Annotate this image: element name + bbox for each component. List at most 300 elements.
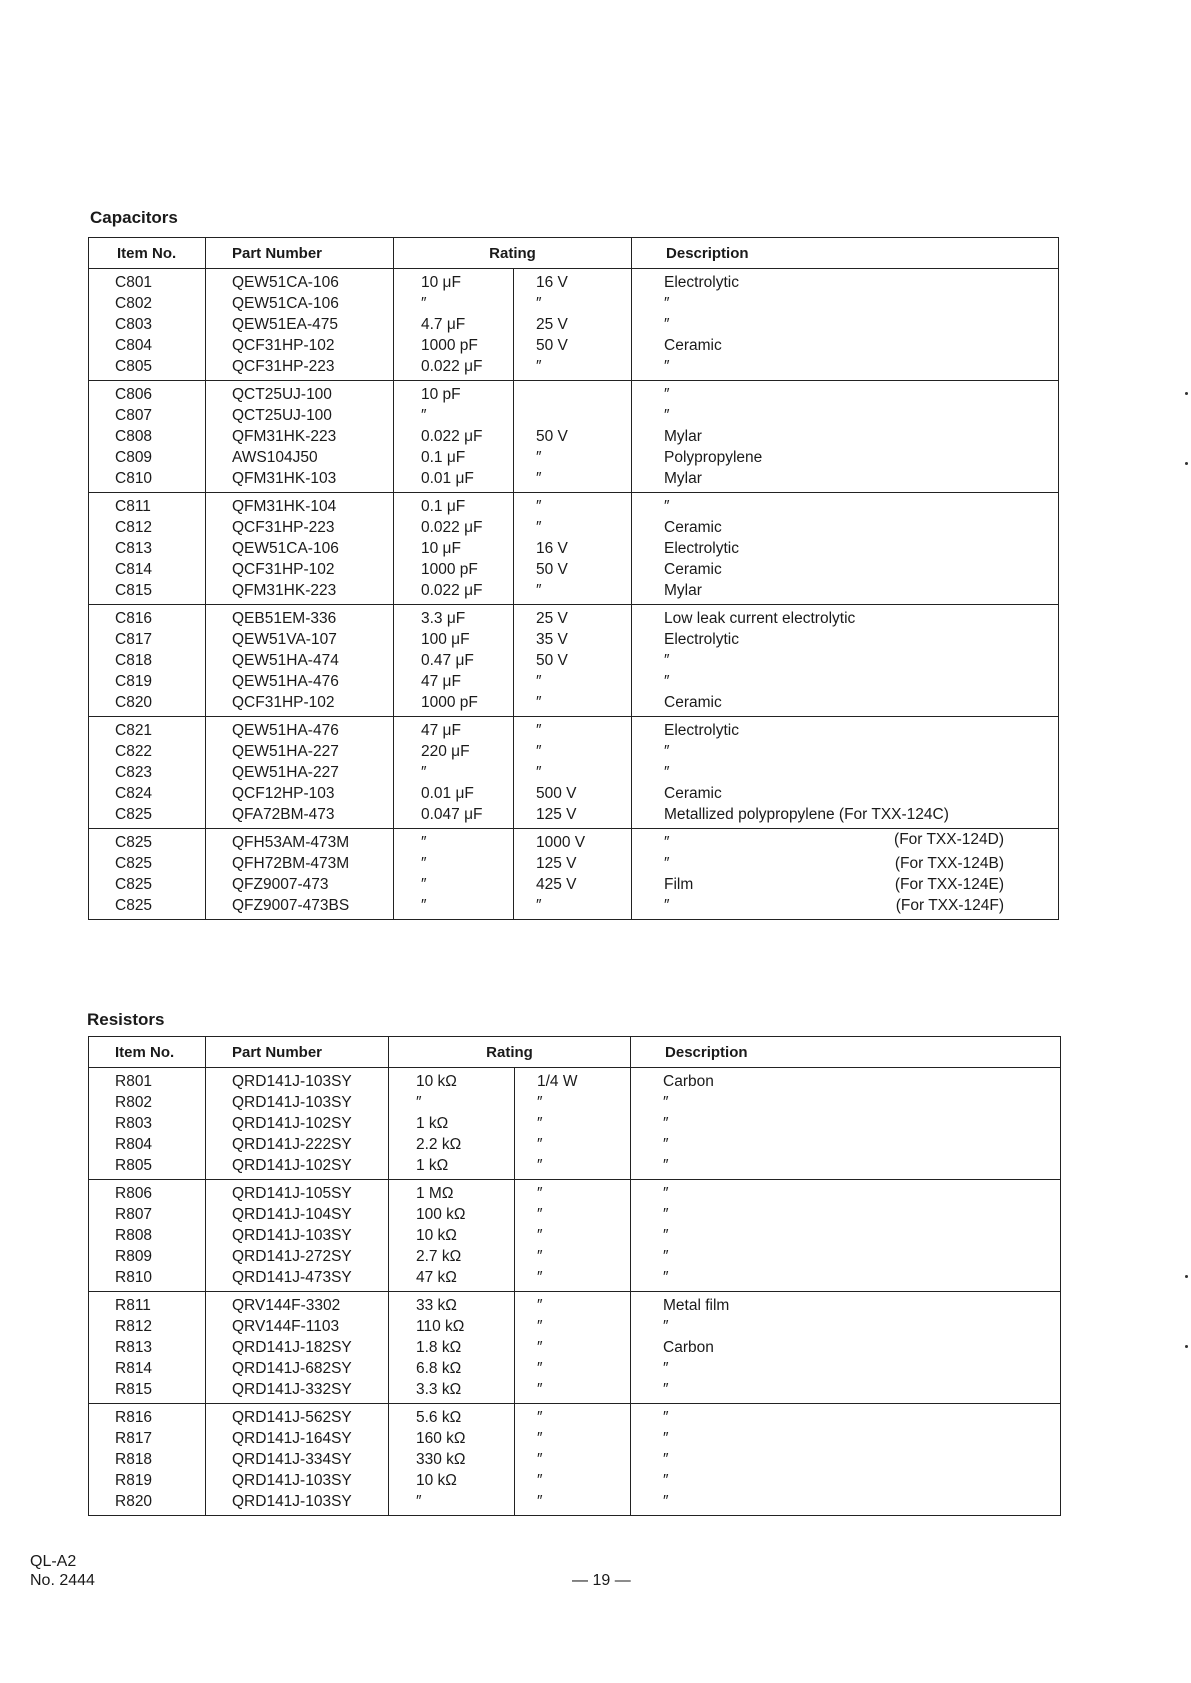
part-number-cell [206, 1404, 389, 1429]
description-cell [632, 692, 1059, 717]
rating-value-cell [394, 447, 514, 468]
rating-voltage-cell [515, 1292, 631, 1317]
table-row [89, 1092, 1061, 1113]
description: Polypropylene [664, 449, 763, 466]
description: ″ [664, 386, 670, 403]
part-number: QRD141J-103SY [232, 1472, 352, 1489]
description-cell [632, 895, 1059, 920]
part-number-cell [206, 426, 394, 447]
part-number-cell [206, 447, 394, 468]
item-no: C819 [115, 673, 153, 690]
row-group [89, 1068, 1061, 1180]
item-no: C811 [115, 498, 151, 515]
item-no-cell [89, 829, 206, 854]
part-number-cell [206, 314, 394, 335]
item-no: C823 [115, 764, 153, 781]
part-number: QFA72BM-473 [232, 806, 335, 823]
rating-value: 33 kΩ [416, 1297, 457, 1314]
part-number-cell [206, 1155, 389, 1180]
table-row [89, 1246, 1061, 1267]
part-number-cell [206, 1113, 389, 1134]
description-cell [632, 741, 1059, 762]
rating-voltage: ″ [537, 1206, 543, 1223]
item-no: C805 [115, 358, 153, 375]
description-cell [631, 1113, 1061, 1134]
page-number: — 19 — [572, 1572, 631, 1589]
description-cell [632, 605, 1059, 630]
part-number: QFH72BM-473M [232, 855, 350, 872]
table-header-row [89, 1037, 1061, 1068]
part-number-cell [206, 538, 394, 559]
part-number-cell [206, 804, 394, 829]
rating-voltage-cell [514, 783, 632, 804]
rating-value: 0.022 μF [421, 358, 483, 375]
part-number: QEW51CA-106 [232, 540, 339, 557]
rating-value: 1.8 kΩ [416, 1339, 462, 1356]
description: ″ [664, 834, 670, 851]
table-row [89, 762, 1059, 783]
rating-value: 0.022 μF [421, 582, 483, 599]
item-no-cell [89, 1470, 206, 1491]
rating-voltage-cell [514, 405, 632, 426]
rating-value-cell [394, 356, 514, 381]
description: ″ [663, 1269, 669, 1286]
table-row [89, 538, 1059, 559]
rating-voltage: ″ [537, 1297, 543, 1314]
rating-voltage-cell [515, 1470, 631, 1491]
table-row [89, 1204, 1061, 1225]
rating-voltage-cell [514, 356, 632, 381]
item-no-cell [89, 762, 206, 783]
row-group [89, 1404, 1061, 1516]
item-no: C802 [115, 295, 153, 312]
part-number: QEW51HA-474 [232, 652, 339, 669]
table-row [89, 1155, 1061, 1180]
rating-value-cell [389, 1113, 515, 1134]
table-row [89, 335, 1059, 356]
rating-value: ″ [421, 855, 427, 872]
rating-value: 10 kΩ [416, 1227, 457, 1244]
rating-voltage: ″ [536, 897, 542, 914]
item-no: C824 [115, 785, 153, 802]
rating-voltage: 125 V [536, 806, 577, 823]
item-no: R809 [115, 1248, 153, 1265]
part-number: QEW51HA-227 [232, 764, 339, 781]
table-row [89, 1180, 1061, 1205]
item-no-cell [89, 335, 206, 356]
item-no-cell [89, 1292, 206, 1317]
table-row [89, 1470, 1061, 1491]
rating-voltage-cell [514, 650, 632, 671]
table-row [89, 1225, 1061, 1246]
rating-value: 10 kΩ [416, 1472, 457, 1489]
part-number: QRD141J-105SY [232, 1185, 352, 1202]
rating-value-cell [389, 1337, 515, 1358]
item-no: C820 [115, 694, 153, 711]
part-number-cell [206, 493, 394, 518]
description-cell [632, 559, 1059, 580]
part-number-cell [206, 629, 394, 650]
rating-value: 3.3 μF [421, 610, 466, 627]
part-number: QRD141J-473SY [232, 1269, 352, 1286]
part-number-cell [206, 405, 394, 426]
description-cell [632, 405, 1059, 426]
rating-value: 0.47 μF [421, 652, 474, 669]
part-number-cell [206, 1246, 389, 1267]
part-number: QRD141J-103SY [232, 1073, 352, 1090]
item-no-cell [89, 356, 206, 381]
rating-voltage-cell [515, 1204, 631, 1225]
rating-voltage: ″ [537, 1381, 543, 1398]
rating-voltage-cell [515, 1379, 631, 1404]
part-number-cell [206, 1267, 389, 1292]
rating-voltage: ″ [537, 1339, 543, 1356]
part-number: QFZ9007-473 [232, 876, 329, 893]
rating-value: 1000 pF [421, 337, 478, 354]
rating-value-cell [394, 293, 514, 314]
rating-voltage-cell [514, 605, 632, 630]
rating-voltage: ″ [537, 1094, 543, 1111]
table-row [89, 1068, 1061, 1093]
table-header-row [89, 238, 1059, 269]
rating-value-cell [394, 804, 514, 829]
item-no: C818 [115, 652, 153, 669]
part-number: QRD141J-272SY [232, 1248, 352, 1265]
description-cell [632, 447, 1059, 468]
description: ″ [663, 1451, 669, 1468]
item-no-header: Item No. [89, 1037, 206, 1068]
description-cell [631, 1155, 1061, 1180]
part-number: QEW51HA-476 [232, 673, 339, 690]
rating-voltage: ″ [536, 764, 542, 781]
description-cell [631, 1358, 1061, 1379]
part-number: QFZ9007-473BS [232, 897, 350, 914]
rating-voltage: 425 V [536, 876, 577, 893]
item-no-cell [89, 1246, 206, 1267]
item-no: C814 [115, 561, 153, 578]
description: ″ [664, 855, 670, 872]
rating-voltage-cell [515, 1068, 631, 1093]
scan-speck [1185, 1275, 1188, 1278]
rating-voltage: ″ [537, 1430, 543, 1447]
rating-voltage: ″ [537, 1451, 543, 1468]
rating-voltage: 50 V [536, 652, 568, 669]
part-number-cell [206, 762, 394, 783]
part-number-cell [206, 335, 394, 356]
item-no-cell [89, 1225, 206, 1246]
part-number: QRD141J-103SY [232, 1493, 352, 1510]
description: ″ [663, 1248, 669, 1265]
rating-value-cell [394, 762, 514, 783]
item-no-cell [89, 895, 206, 920]
rating-voltage-cell [514, 269, 632, 294]
table-row [89, 671, 1059, 692]
rating-value-cell [389, 1204, 515, 1225]
capacitors-title: Capacitors [90, 208, 178, 227]
rating-value: 4.7 μF [421, 316, 466, 333]
description: ″ [664, 764, 670, 781]
rating-voltage-cell [514, 717, 632, 742]
rating-voltage: ″ [537, 1493, 543, 1510]
description: ″ [663, 1472, 669, 1489]
item-no-cell [89, 1068, 206, 1093]
part-number: QCT25UJ-100 [232, 386, 332, 403]
rating-voltage-cell [514, 493, 632, 518]
table-row [89, 1292, 1061, 1317]
part-number-cell [206, 1491, 389, 1516]
part-number: QCF31HP-223 [232, 519, 335, 536]
table-row [89, 293, 1059, 314]
footer-model-info [30, 1552, 95, 1590]
item-no-cell [89, 269, 206, 294]
rating-value-cell [389, 1470, 515, 1491]
part-number: QEW51CA-106 [232, 274, 339, 291]
document-number: No. 2444 [30, 1572, 95, 1589]
item-no: R816 [115, 1409, 153, 1426]
table-row [89, 853, 1059, 874]
rating-voltage-cell [514, 426, 632, 447]
rating-value: 10 μF [421, 274, 461, 291]
rating-voltage-cell [514, 538, 632, 559]
description-cell [632, 314, 1059, 335]
item-no: C821 [115, 722, 153, 739]
item-no: R804 [115, 1136, 153, 1153]
item-no-cell [89, 405, 206, 426]
rating-voltage-cell [515, 1225, 631, 1246]
description-cell [632, 293, 1059, 314]
item-no: C816 [115, 610, 153, 627]
description: ″ [664, 407, 670, 424]
rating-value-cell [389, 1379, 515, 1404]
table-row [89, 559, 1059, 580]
rating-value: ″ [421, 876, 427, 893]
item-no: C825 [115, 855, 153, 872]
description: ″ [664, 652, 670, 669]
item-no: R817 [115, 1430, 153, 1447]
item-no-cell [89, 853, 206, 874]
description-cell [631, 1470, 1061, 1491]
item-no-cell [89, 1404, 206, 1429]
description-cell [632, 853, 1059, 874]
rating-voltage-cell [514, 741, 632, 762]
rating-voltage: ″ [537, 1409, 543, 1426]
rating-voltage: ″ [537, 1136, 543, 1153]
part-number: QRD141J-103SY [232, 1094, 352, 1111]
description: ″ [663, 1227, 669, 1244]
table-row [89, 804, 1059, 829]
description: Metal film [663, 1297, 730, 1314]
rating-value-cell [389, 1449, 515, 1470]
rating-voltage: 35 V [536, 631, 568, 648]
part-number: QRV144F-1103 [232, 1318, 340, 1335]
rating-voltage-cell [514, 559, 632, 580]
item-no: C801 [115, 274, 153, 291]
part-number: QFM31HK-104 [232, 498, 337, 515]
rating-value: ″ [421, 834, 427, 851]
item-no-cell [89, 538, 206, 559]
rating-voltage: ″ [537, 1115, 543, 1132]
description-cell [632, 629, 1059, 650]
part-number-cell [206, 650, 394, 671]
rating-value-cell [389, 1428, 515, 1449]
description: ″ [663, 1360, 669, 1377]
rating-voltage: ″ [536, 673, 542, 690]
item-no: C815 [115, 582, 153, 599]
part-number: QEW51HA-476 [232, 722, 339, 739]
part-number-cell [206, 1316, 389, 1337]
part-number-cell [206, 741, 394, 762]
table-row [89, 1134, 1061, 1155]
rating-voltage: 1/4 W [537, 1073, 578, 1090]
rating-value: 47 kΩ [416, 1269, 457, 1286]
rating-value-cell [394, 314, 514, 335]
table-row [89, 629, 1059, 650]
item-no: C825 [115, 897, 153, 914]
description-header: Description [631, 1037, 1061, 1068]
item-no-cell [89, 650, 206, 671]
item-no-cell [89, 783, 206, 804]
description: ″ [664, 897, 670, 914]
item-no-cell [89, 1428, 206, 1449]
item-no-cell [89, 426, 206, 447]
table-row [89, 1113, 1061, 1134]
item-no-cell [89, 381, 206, 406]
part-number-cell [206, 269, 394, 294]
table-row [89, 1267, 1061, 1292]
description: Electrolytic [664, 274, 739, 291]
part-number: QCT25UJ-100 [232, 407, 332, 424]
item-no-cell [89, 559, 206, 580]
table-row [89, 1337, 1061, 1358]
rating-value-cell [389, 1225, 515, 1246]
part-number: AWS104J50 [232, 449, 318, 466]
item-no-cell [89, 741, 206, 762]
part-number-cell [206, 517, 394, 538]
model-number: QL-A2 [30, 1553, 77, 1570]
rating-value-cell [389, 1404, 515, 1429]
description-cell [631, 1428, 1061, 1449]
part-number-cell [206, 1379, 389, 1404]
description: Low leak current electrolytic [664, 610, 856, 627]
part-number: QFM31HK-223 [232, 582, 337, 599]
rating-voltage-cell [514, 381, 632, 406]
description-cell [632, 468, 1059, 493]
description-cell [632, 426, 1059, 447]
rating-value-cell [389, 1292, 515, 1317]
table-row [89, 895, 1059, 920]
description-cell [631, 1225, 1061, 1246]
rating-voltage-cell [515, 1113, 631, 1134]
part-number: QRD141J-103SY [232, 1227, 352, 1244]
description-cell [632, 804, 1059, 829]
rating-voltage-cell [514, 293, 632, 314]
item-no-cell [89, 692, 206, 717]
item-no-cell [89, 517, 206, 538]
rating-voltage: 50 V [536, 561, 568, 578]
rating-value-cell [389, 1180, 515, 1205]
part-number-cell [206, 559, 394, 580]
rating-value-cell [394, 580, 514, 605]
rating-value-cell [394, 853, 514, 874]
item-no-cell [89, 1180, 206, 1205]
part-number-cell [206, 468, 394, 493]
item-no-cell [89, 1379, 206, 1404]
rating-value: 100 μF [421, 631, 470, 648]
description-cell [632, 829, 1059, 854]
rating-voltage-cell [515, 1316, 631, 1337]
description-cell [632, 650, 1059, 671]
part-number-cell [206, 1470, 389, 1491]
table-row [89, 356, 1059, 381]
rating-header: Rating [389, 1037, 631, 1068]
part-number-header: Part Number [206, 1037, 389, 1068]
rating-value-cell [394, 783, 514, 804]
item-no: R820 [115, 1493, 153, 1510]
description-cell [632, 381, 1059, 406]
rating-value-cell [394, 717, 514, 742]
description: ″ [663, 1430, 669, 1447]
description: Electrolytic [664, 722, 739, 739]
part-number: QFM31HK-103 [232, 470, 337, 487]
rating-value: 3.3 kΩ [416, 1381, 462, 1398]
rating-value-cell [389, 1068, 515, 1093]
description-cell [631, 1316, 1061, 1337]
rating-value-cell [394, 605, 514, 630]
description-cell [631, 1267, 1061, 1292]
rating-value: 2.7 kΩ [416, 1248, 462, 1265]
description-cell [631, 1204, 1061, 1225]
rating-value-cell [389, 1316, 515, 1337]
item-no-cell [89, 1155, 206, 1180]
part-number: QCF31HP-102 [232, 561, 335, 578]
item-no-cell [89, 629, 206, 650]
part-number-cell [206, 580, 394, 605]
part-number-cell [206, 692, 394, 717]
part-number-cell [206, 829, 394, 854]
rating-voltage: ″ [537, 1269, 543, 1286]
rating-value-cell [394, 874, 514, 895]
part-number: QEW51CA-106 [232, 295, 339, 312]
table-row [89, 874, 1059, 895]
part-number-cell [206, 381, 394, 406]
description: ″ [664, 358, 670, 375]
part-number-cell [206, 1292, 389, 1317]
table-row [89, 517, 1059, 538]
item-no: C825 [115, 876, 153, 893]
description: ″ [663, 1409, 669, 1426]
part-number: QFH53AM-473M [232, 834, 350, 851]
rating-value: 1000 pF [421, 561, 478, 578]
description-cell [631, 1180, 1061, 1205]
rating-voltage: 500 V [536, 785, 577, 802]
rating-voltage-cell [515, 1246, 631, 1267]
part-number: QCF31HP-223 [232, 358, 335, 375]
part-number-cell [206, 1358, 389, 1379]
item-no: C825 [115, 834, 153, 851]
table-row [89, 1491, 1061, 1516]
rating-value-cell [394, 692, 514, 717]
rating-voltage-cell [515, 1428, 631, 1449]
item-no-cell [89, 1491, 206, 1516]
rating-voltage-cell [514, 895, 632, 920]
rating-value: 0.1 μF [421, 449, 466, 466]
rating-value: 6.8 kΩ [416, 1360, 462, 1377]
description: Metallized polypropylene (For TXX-124C) [664, 806, 949, 823]
rating-value: 1 kΩ [416, 1115, 449, 1132]
rating-value-cell [394, 335, 514, 356]
table-row [89, 405, 1059, 426]
rating-voltage-cell [514, 692, 632, 717]
